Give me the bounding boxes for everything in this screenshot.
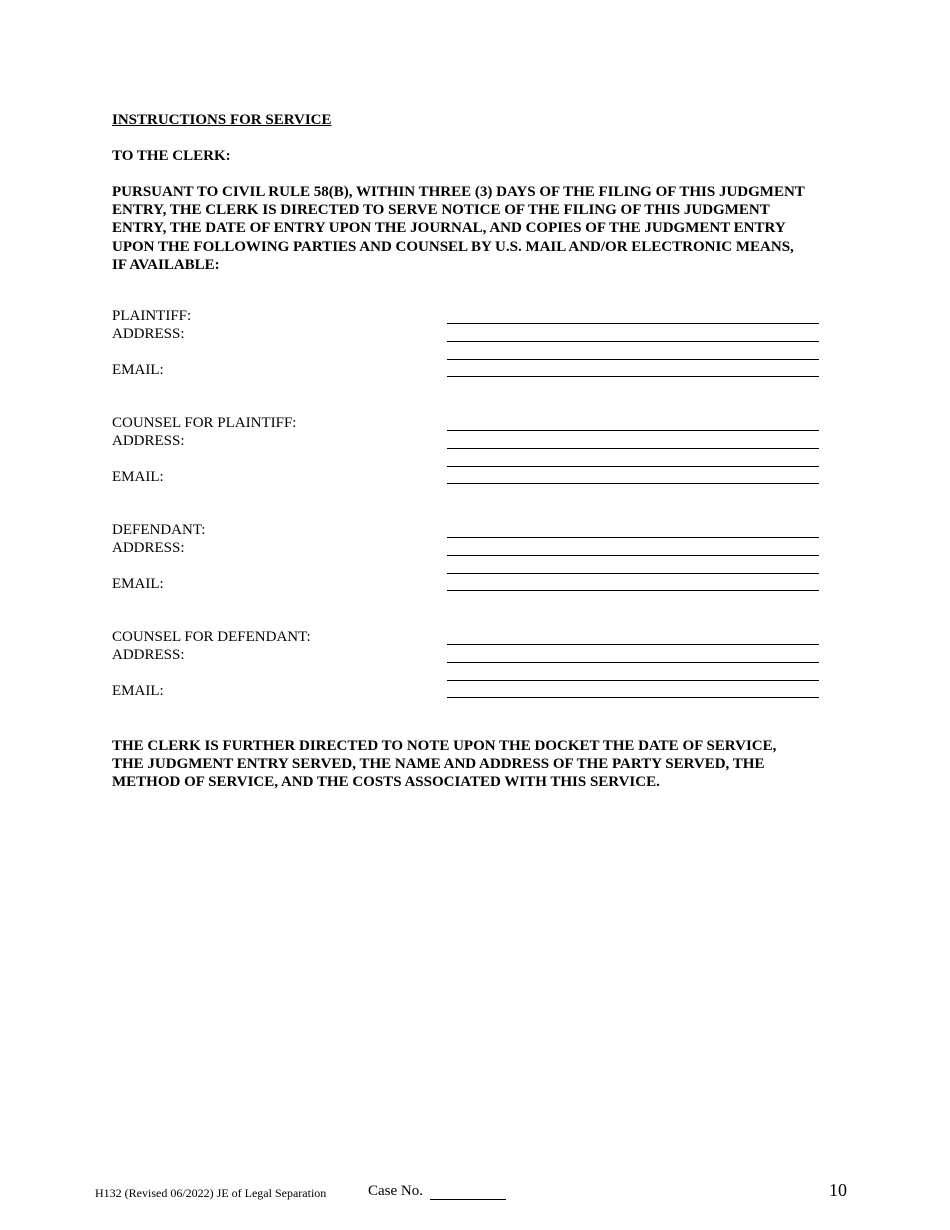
case-number-label: Case No. (368, 1183, 423, 1199)
counsel-plaintiff-address-line-1[interactable] (447, 448, 819, 449)
final-instruction-paragraph: THE CLERK IS FURTHER DIRECTED TO NOTE UPON THE DOCKET THE DATE OF SERVICE, THE JUDGMENT ENTRY SERVED, THE NAME AND ADDRESS OF THE PARTY SERVED, THE METHOD OF SERVICE, AND THE COSTS ASSOCIATED WITH THIS SERVICE. (112, 738, 777, 791)
defendant-label: DEFENDANT: (112, 522, 206, 538)
page-number: 10 (829, 1180, 847, 1200)
counsel-plaintiff-address-label: ADDRESS: (112, 433, 185, 449)
defendant-email-label: EMAIL: (112, 576, 164, 592)
plaintiff-email-line[interactable] (447, 376, 819, 377)
counsel-plaintiff-name-line[interactable] (447, 430, 819, 431)
counsel-plaintiff-email-line[interactable] (447, 483, 819, 484)
instruction-paragraph: PURSUANT TO CIVIL RULE 58(B), WITHIN THREE (3) DAYS OF THE FILING OF THIS JUDGMENT ENTRY, THE CLERK IS DIRECTED TO SERVE NOTICE OF THE FILING OF THIS JUDGMENT ENTRY, THE DATE OF ENTRY UPON THE JOURNAL, AND COPIES OF THE JUDGMENT ENTRY UPON THE FOLLOWING PARTIES AND COUNSEL BY U.S. MAIL AND/OR ELECTRONIC MEANS, IF AVAILABLE: (112, 184, 805, 273)
counsel-plaintiff-email-label: EMAIL: (112, 469, 164, 485)
counsel-defendant-email-line[interactable] (447, 697, 819, 698)
counsel-plaintiff-address-line-2[interactable] (447, 466, 819, 467)
section-heading: INSTRUCTIONS FOR SERVICE (112, 112, 332, 128)
plaintiff-label: PLAINTIFF: (112, 308, 192, 324)
case-number-line[interactable] (430, 1199, 506, 1200)
defendant-email-line[interactable] (447, 590, 819, 591)
counsel-defendant-address-line-1[interactable] (447, 662, 819, 663)
defendant-address-line-2[interactable] (447, 573, 819, 574)
counsel-defendant-label: COUNSEL FOR DEFENDANT: (112, 629, 311, 645)
plaintiff-email-label: EMAIL: (112, 362, 164, 378)
defendant-address-line-1[interactable] (447, 555, 819, 556)
defendant-address-label: ADDRESS: (112, 540, 185, 556)
form-identifier: H132 (Revised 06/2022) JE of Legal Separation (95, 1186, 327, 1200)
plaintiff-address-line-1[interactable] (447, 341, 819, 342)
counsel-defendant-address-line-2[interactable] (447, 680, 819, 681)
counsel-defendant-name-line[interactable] (447, 644, 819, 645)
plaintiff-address-line-2[interactable] (447, 359, 819, 360)
counsel-defendant-address-label: ADDRESS: (112, 647, 185, 663)
plaintiff-address-label: ADDRESS: (112, 326, 185, 342)
counsel-plaintiff-label: COUNSEL FOR PLAINTIFF: (112, 415, 297, 431)
plaintiff-name-line[interactable] (447, 323, 819, 324)
defendant-name-line[interactable] (447, 537, 819, 538)
counsel-defendant-email-label: EMAIL: (112, 683, 164, 699)
to-clerk-heading: TO THE CLERK: (112, 148, 231, 164)
